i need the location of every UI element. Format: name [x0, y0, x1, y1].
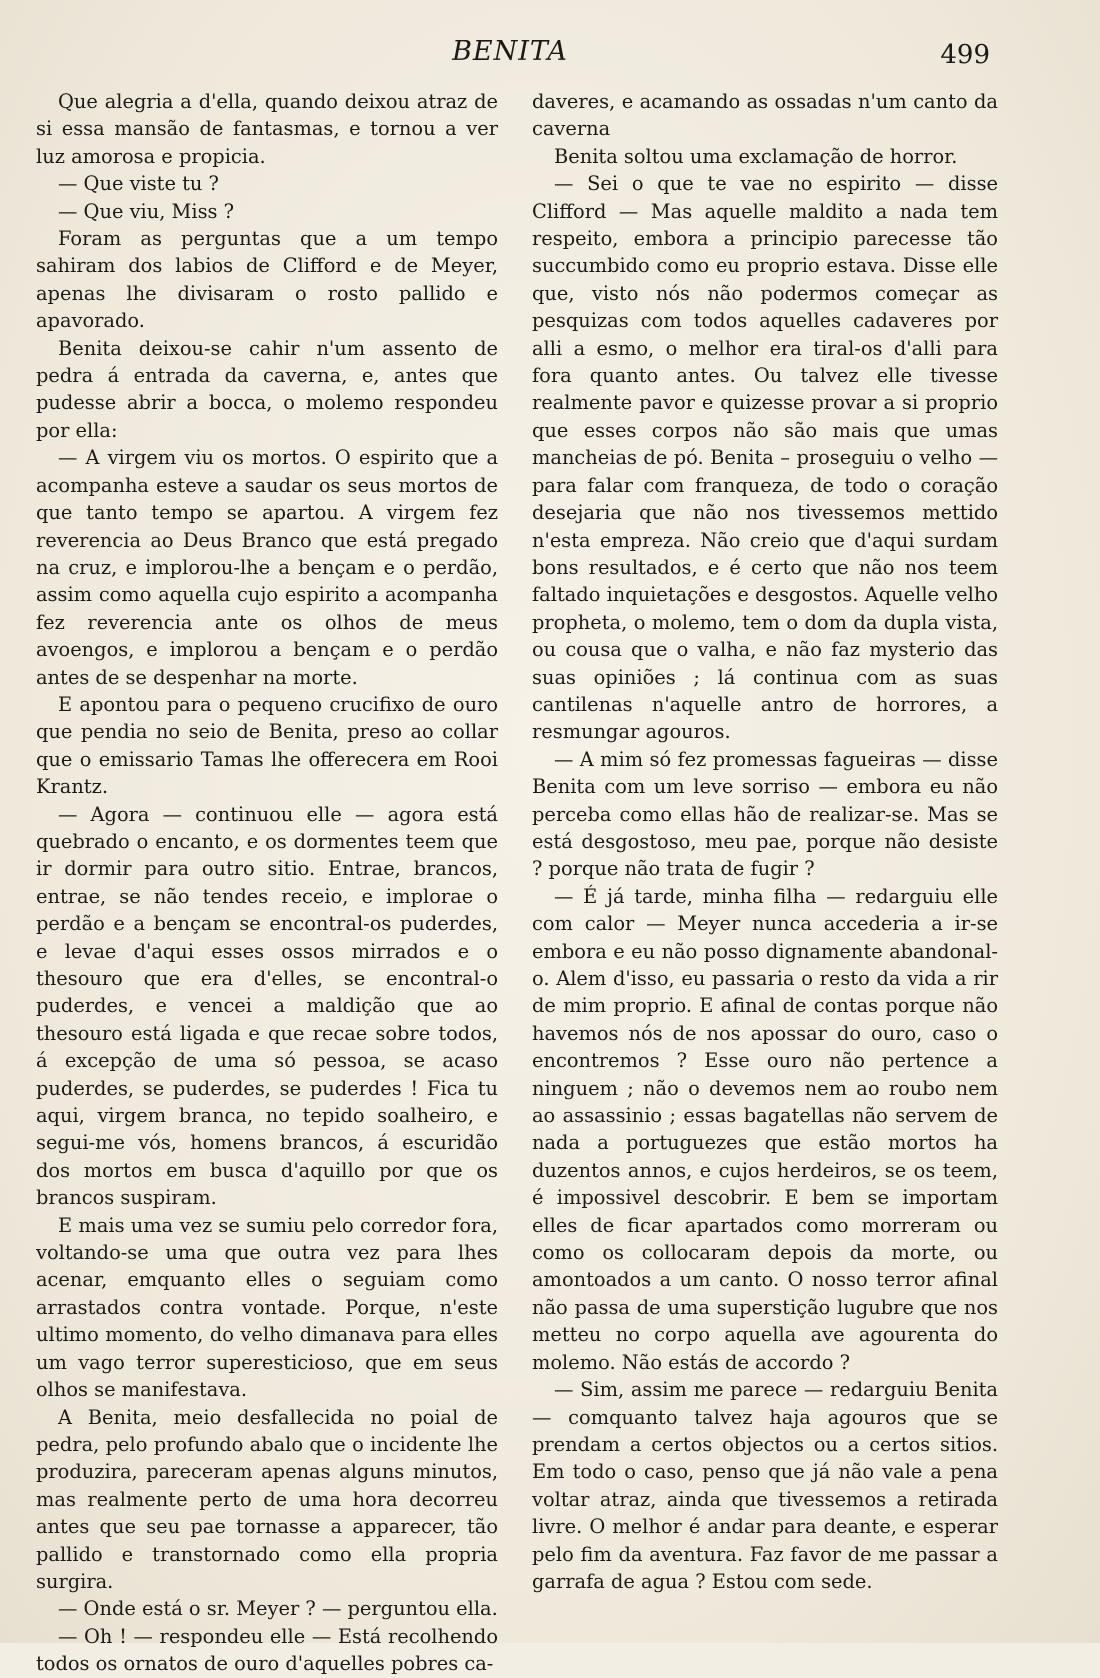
paragraph: — É já tarde, minha filha — redarguiu elle com calor — Meyer nunca accederia a ir-se embora e eu não posso dignamente abandonal-o. Alem d'isso, eu passaria o resto da vida a rir de mim proprio. E afinal de contas porque não havemos nós de nos apossar do ouro, caso o encontremos ? Esse ouro não pertence a ninguem ; não o devemos nem ao roubo nem ao assassinio ; essas bagatellas não servem de nada a portuguezes que estão mortos ha duzentos annos, e cujos herdeiros, se os teem, é impossivel descobrir. E bem se importam elles de ficar apartados como morreram ou como os collocaram depois da morte, ou amontoados a um canto. O nosso terror afinal não passa de uma superstição lugubre que nos metteu no corpo aquella ave agourenta do molemo. Não estás de accordo ? [532, 884, 998, 1374]
paragraph: daveres, e acamando as ossadas n'um canto da caverna [532, 90, 998, 141]
paragraph: E mais uma vez se sumiu pelo corredor fora, voltando-se uma que outra vez para lhes acenar, emquanto elles o seguiam como arrastados contra vontade. Porque, n'este ultimo momento, do velho dimanava para elles um vago terror superesticioso, que em seus olhos se manifestava. [36, 1213, 498, 1402]
right-text-column [532, 88, 998, 1595]
paragraph: A Benita, meio desfallecida no poial de pedra, pelo profundo abalo que o incidente lhe produzira, pareceram apenas alguns minutos, mas realmente perto de uma hora decorreu antes que seu pae tornasse a apparecer, tão pallido e transtornado como ella propria surgira. [36, 1405, 498, 1593]
paragraph: — Que viu, Miss ? [58, 199, 235, 223]
paragraph: — Onde está o sr. Meyer ? — perguntou ella. [58, 1597, 498, 1621]
paragraph: — Sim, assim me parece — redarguiu Benita — comquanto talvez haja agouros que se prendam a certos objectos ou a certos sitios. Em todo o caso, penso que já não vale a pena voltar atraz, ainda que tivessemos a retirada livre. O melhor é andar para deante, e esperar pelo fim da aventura. Faz favor de me passar a garrafa de agua ? Estou com sede. [532, 1378, 998, 1593]
paragraph: Benita deixou-se cahir n'um assento de pedra á entrada da caverna, e, antes que pudesse abrir a bocca, o molemo respondeu por ella: [36, 336, 498, 442]
paragraph: — Agora — continuou elle — agora está quebrado o encanto, e os dormentes teem que ir dormir para outro sitio. Entrae, brancos, entrae, se não tendes receio, e implorae o perdão e a bençam se encontral-os puderdes, e levae d'aqui esses ossos mirrados e o thesouro que era d'elles, se encontral-o puderdes, e vencei a maldição que ao thesouro está ligada e que recae sobre todos, á excepção de uma só pessoa, se acaso puderdes, se puderdes, se puderdes ! Fica tu aqui, virgem branca, no tepido soalheiro, e segui-me vós, homens brancos, á escuridão dos mortos em busca d'aquillo por que os brancos suspiram. [36, 802, 498, 1210]
paragraph: — Que viste tu ? [58, 172, 219, 196]
paragraph: — Oh ! — respondeu elle — Está recolhendo todos os ornatos de ouro d'aquelles pobres ca- [36, 1624, 498, 1676]
paragraph: Benita soltou uma exclamação de horror. [554, 144, 958, 168]
paragraph: — Sei o que te vae no espirito — disse Clifford — Mas aquelle maldito a nada tem respeito, embora a principio parecesse tão succumbido como eu proprio estava. Disse elle que, visto nós não podermos começar as pesquizas com todos aquelles cadaveres por alli a esmo, o melhor era tiral-os d'alli para fora quanto antes. Ou talvez elle tivesse realmente pavor e quizesse provar a si proprio que esses corpos não são mais que umas mancheias de pó. Benita – proseguiu o velho — para falar com franqueza, de todo o coração desejaria que não nos tivessemos mettido n'esta empreza. Não creio que d'aqui surdam bons resultados, e é certo que não nos teem faltado inquietações e desgostos. Aquelle velho propheta, o molemo, tem o dom da dupla vista, ou cousa que o valha, e não faz mysterio das suas opiniões ; lá continua com as suas cantilenas n'aquelle antro de horrores, a resmungar agouros. [532, 172, 998, 744]
page-number: 499 [940, 40, 990, 70]
paragraph: — A virgem viu os mortos. O espirito que a acompanha esteve a saudar os seus mortos de que tanto tempo se apartou. A virgem fez reverencia ao Deus Branco que está pregado na cruz, e implorou-lhe a bençam e o perdão, assim como aquella cujo espirito a acompanha fez reverencia ante os olhos de meus avoengos, e implorou a bençam e o perdão antes de se despenhar na morte. [36, 446, 498, 689]
running-title: BENITA [452, 36, 568, 67]
page-header [0, 36, 1100, 76]
paragraph: — A mim só fez promessas fagueiras — disse Benita com um leve sorriso — embora eu não perceba como ellas hão de realizar-se. Mas se está desgostoso, meu pae, porque não desiste ? porque não trata de fugir ? [532, 747, 998, 881]
paragraph: Que alegria a d'ella, quando deixou atraz de si essa mansão de fantasmas, e tornou a ver luz amorosa e propicia. [36, 90, 498, 168]
paragraph: Foram as perguntas que a um tempo sahiram dos labios de Clifford e de Meyer, apenas lhe divisaram o rosto pallido e apavorado. [36, 227, 498, 333]
paragraph: E apontou para o pequeno crucifixo de ouro que pendia no seio de Benita, preso ao collar que o emissario Tamas lhe offerecera em Rooi Krantz. [36, 692, 498, 799]
left-text-column [36, 88, 498, 1678]
